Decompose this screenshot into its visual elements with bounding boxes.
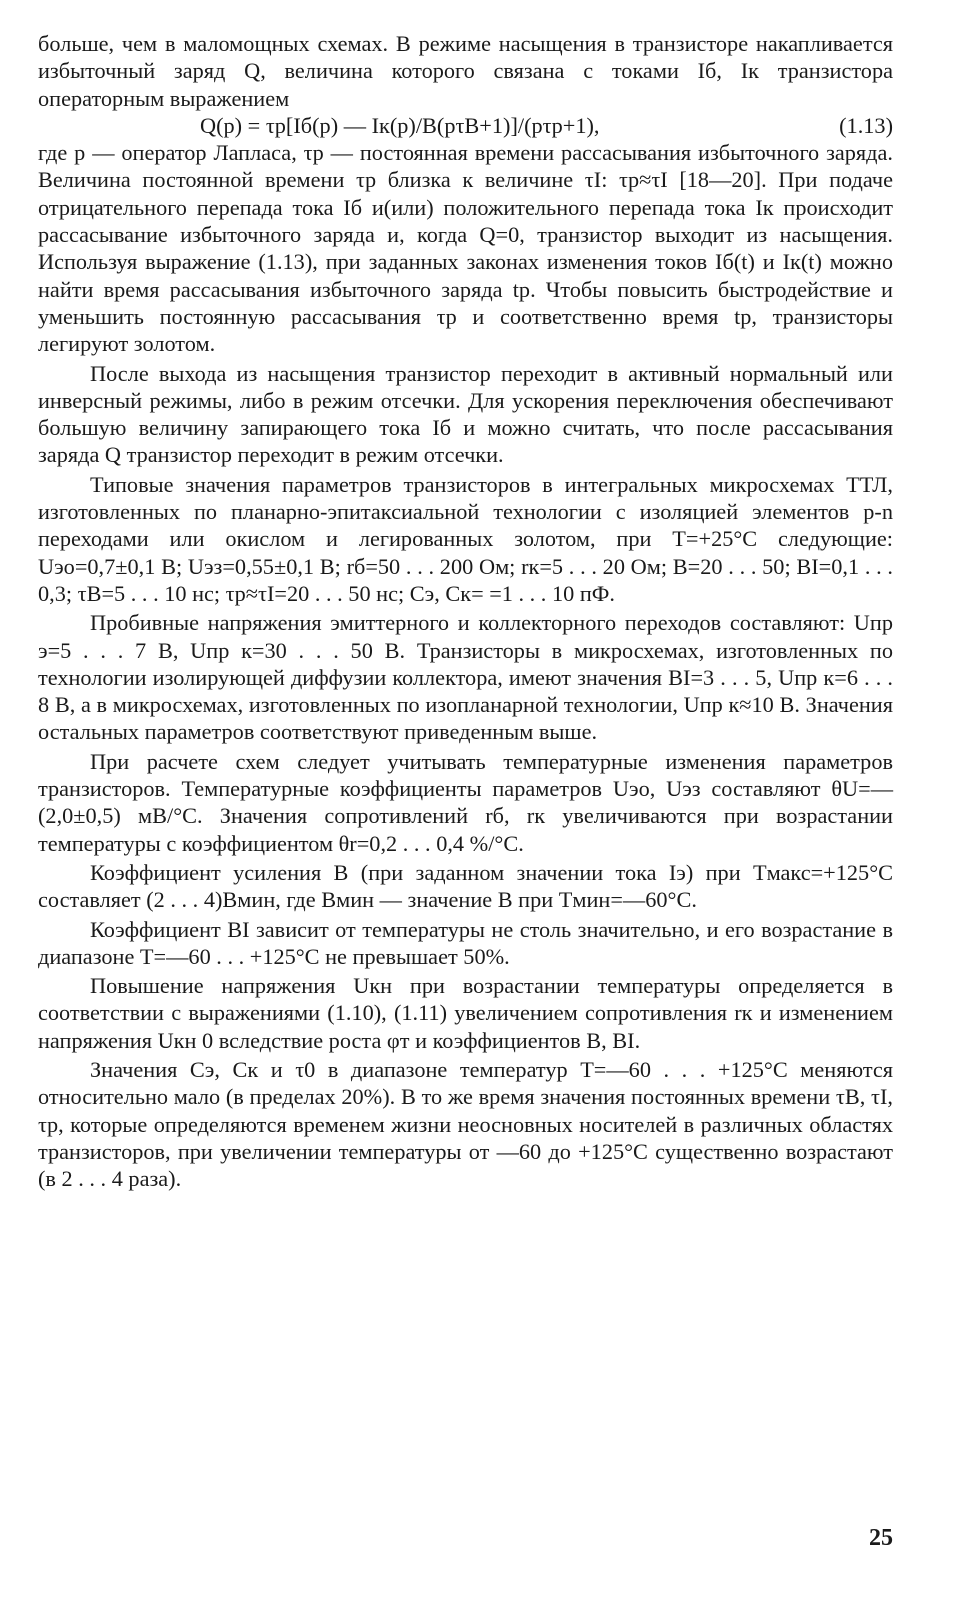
page-number: 25 (869, 1525, 893, 1551)
formula-number: (1.13) (839, 112, 893, 138)
page-body (38, 30, 893, 1192)
intro-paragraph: больше, чем в маломощных схемах. В режиме насыщения в транзисторе накапливается избыточный заряд Q, величина которого связана с токами Iб, Iк транзистора операторным выражением (38, 31, 893, 111)
paragraph-typical-values: Типовые значения параметров транзисторов в интегральных микросхемах ТТЛ, изготовленных по планарно-эпитаксиальной технологии с изоляцией элементов p-n переходами или окислом и легированных золотом, при T=+25°C следующие: Uэо=0,7±0,1 В; Uэз=0,55±0,1 В; rб=50 . . . 200 Ом; rк=5 . . . 20 Ом; B=20 . . . 50; BI=0,1 . . . 0,3; τB=5 . . . 10 нс; τр≈τI=20 . . . 50 нс; Cэ, Cк= =1 . . . 10 пФ. (38, 471, 893, 606)
formula-1-13: Q(p) = τр[Iб(p) — Iк(p)/B(pτB+1)]/(pτр+1), (200, 112, 600, 138)
paragraph-gain: Коэффициент усиления B (при заданном значении тока Iэ) при Tмакс=+125°C составляет (2 . . . 4)Bмин, где Bмин — значение B при Tмин=—60°C. (38, 859, 893, 913)
formula-line (38, 112, 893, 139)
paragraph-after-saturation: После выхода из насыщения транзистор переходит в активный нормальный или инверсный режимы, либо в режим отсечки. Для ускорения переключения обеспечивают большую величину запирающего тока Iб и можно считать, что после рассасывания заряда Q транзистор переходит в режим отсечки. (38, 360, 893, 468)
paragraph-breakdown: Пробивные напряжения эмиттерного и коллекторного переходов составляют: Uпр э=5 . . . 7 В, Uпр к=30 . . . 50 В. Транзисторы в микросхемах, изготовленных по технологии изолирующей диффузии коллектора, имеют значения BI=3 . . . 5, Uпр к=6 . . . 8 В, а в микросхемах, изготовленных по изопланарной технологии, Uпр к≈10 В. Значения остальных параметров соответствуют приведенным выше. (38, 610, 893, 745)
paragraph-ukn: Повышение напряжения Uкн при возрастании температуры определяется в соответствии с выражениями (1.10), (1.11) увеличением сопротивления rк и изменением напряжения Uкн 0 вследствие роста φт и коэффициентов B, BI. (38, 973, 893, 1053)
paragraph-bi: Коэффициент BI зависит от температуры не столь значительно, и его возрастание в диапазоне T=—60 . . . +125°C не превышает 50%. (38, 916, 893, 969)
paragraph-capacitance: Значения Cэ, Cк и τ0 в диапазоне температур T=—60 . . . +125°C меняются относительно мало (в пределах 20%). В то же время значения постоянных времени τB, τI, τр, которые определяются временем жизни неосновных носителей в различных областях транзисторов, при увеличении температуры от —60 до +125°C существенно возрастают (в 2 . . . 4 раза). (38, 1056, 893, 1192)
paragraph-temperature: При расчете схем следует учитывать температурные изменения параметров транзисторов. Температурные коэффициенты параметров Uэо, Uэз составляют θU=—(2,0±0,5) мВ/°C. Значения сопротивлений rб, rк увеличиваются при возрастании температуры с коэффициентом θr=0,2 . . . 0,4 %/°C. (38, 748, 893, 856)
paragraph-laplace: где p — оператор Лапласа, τр — постоянная времени рассасывания избыточного заряда. Величина постоянной времени τр близка к величине τI: τр≈τI [18—20]. При подаче отрицательного перепада тока Iб и(или) положительного перепада тока Iк происходит рассасывание избыточного заряда и, когда Q=0, транзистор выходит из насыщения. Используя выражение (1.13), при заданных законах изменения токов Iб(t) и Iк(t) можно найти время рассасывания избыточного заряда tр. Чтобы повысить быстродействие и уменьшить постоянную рассасывания τр и соответственно время tр, транзисторы легируют золотом. (38, 140, 893, 357)
